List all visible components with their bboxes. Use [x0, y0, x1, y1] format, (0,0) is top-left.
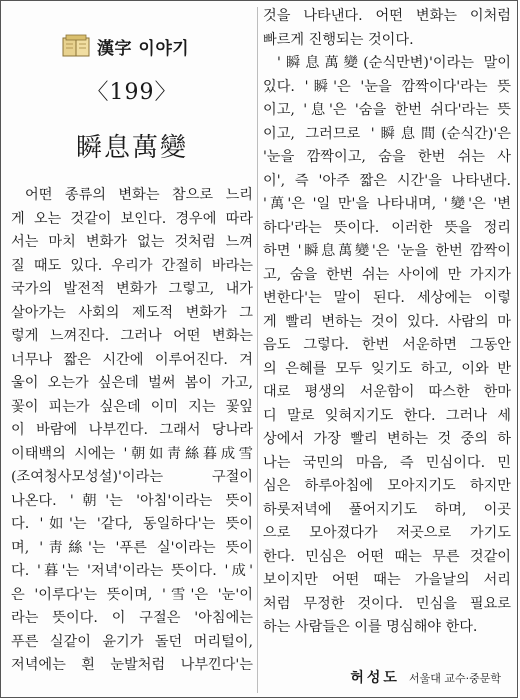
text-line: 변한다'는 말이 된다. 세상에는 이렇	[263, 290, 511, 306]
text-line: 어떤 종류의 변화는 참으로 느리	[25, 187, 253, 203]
text-line: 나온다. '朝'는 '아침'이라는 뜻이	[11, 492, 253, 509]
text-line: 으로 모아졌다가 저곳으로 가기도	[263, 525, 511, 541]
text-line: 하다'라는 뜻이다. 이러한 뜻을 정리	[263, 219, 511, 236]
text-line: 울이 오는가 싶은데 벌써 봄이 가고,	[11, 375, 253, 391]
right-column	[263, 1, 511, 697]
series-title: 漢字 이야기	[97, 38, 190, 59]
text-line: 다. '暮'는 '저녁'이라는 뜻이다. '成'	[11, 563, 253, 579]
text-line: 나는 국민의 마음, 즉 민심이다. 민	[263, 454, 511, 471]
author-affiliation: 서울대 교수·중문학	[408, 672, 501, 685]
text-line: 질 때도 있다. 우리가 간절히 바라는	[11, 257, 253, 274]
text-line: 이', 즉 '아주 짧은 시간'을 나타낸다.	[263, 172, 511, 189]
episode-number: 〈199〉	[86, 80, 178, 105]
text-line: 고, 숨을 한번 쉬는 사이에 만 가지가	[263, 266, 511, 283]
text-line: 꽃이 피는가 싶은데 이미 지는 꽃잎	[11, 398, 253, 415]
text-line: 디 말로 잊혀지기도 한다. 그러나 세	[263, 407, 511, 424]
text-line: 너무나 짧은 시간에 이루어진다. 겨	[11, 351, 253, 368]
text-line: '萬'은 '일 만'을 나타내며, '變'은 '변	[263, 196, 511, 212]
text-line: 며, '靑絲'는 '푸른 실'이라는 뜻이	[11, 539, 253, 556]
text-line: 의 은혜를 모두 잊기도 하고, 이와 반	[263, 360, 511, 377]
headline: 瞬息萬變	[75, 133, 188, 163]
text-line: 은 '이루다'는 뜻이며, '雪'은 '눈'이	[11, 586, 253, 603]
text-line: 상에서 가장 빨리 변하는 것 중의 하	[263, 431, 511, 447]
text-line: (조여청사모성설)'이라는 구절이	[11, 469, 253, 485]
text-line: 것을 나타낸다. 어떤 변화는 이처럼	[263, 8, 511, 24]
text-line: 푸른 실같이 윤기가 돌던 머리털이,	[11, 633, 253, 650]
text-line: 처럼 무정한 것이다. 민심을 필요로	[263, 595, 511, 612]
article-body-right	[263, 5, 511, 640]
book-icon	[61, 34, 91, 58]
text-line: 이 바람에 나부낀다. 그래서 당나라	[11, 422, 253, 438]
text-line: 이고, 그러므로 '瞬息間(순식간)'은	[263, 125, 511, 142]
text-line: 하룻저녁에 풀어지기도 하며, 이곳	[263, 501, 511, 518]
text-line: 렇게 느껴진다. 그러나 어떤 변화는	[11, 328, 253, 344]
text-line: 빠르게 진행되는 것이다.	[263, 31, 414, 48]
text-line: 하는 사람들은 이를 명심해야 한다.	[263, 619, 478, 635]
text-line: 게 빨리 변하는 것이 있다. 사람의 마	[263, 313, 511, 330]
author-name: 허성도	[350, 670, 400, 686]
text-line: '눈을 깜짝이고, 숨을 한번 쉬는 사	[263, 149, 511, 165]
series-header	[61, 31, 211, 61]
text-line: 심은 하루아침에 모아지기도 하지만	[263, 478, 511, 494]
left-column	[11, 1, 253, 697]
text-line: '瞬息萬變(순식만변)'이라는 말이	[277, 55, 511, 71]
text-line: 저녁에는 흰 눈발처럼 나부낀다'는	[11, 657, 253, 673]
column-divider	[257, 7, 258, 693]
text-line: 라는 뜻이다. 이 구절은 '아침에는	[11, 610, 253, 626]
text-line: 살아가는 사회의 제도적 변화가 그	[11, 304, 253, 321]
text-line: 음도 그렇다. 한번 서운하면 그동안	[263, 337, 511, 353]
text-line: 국가의 발전적 변화가 그렇고, 내가	[11, 281, 253, 297]
text-line: 게 오는 것같이 보인다. 경우에 따라	[11, 210, 253, 227]
text-line: 하면 '瞬息萬變'은 '눈을 한번 깜짝이	[263, 243, 511, 259]
text-line: 대로 평생의 서운함이 따스한 한마	[263, 384, 511, 400]
text-line: 한다. 민심은 어떤 때는 무른 것같이	[263, 548, 511, 565]
text-line: 다. '如'는 '같다, 동일하다'는 뜻이	[11, 516, 253, 532]
text-line: 서는 마치 변화가 없는 것처럼 느껴	[11, 234, 253, 250]
byline	[350, 667, 501, 687]
text-line: 이고, '息'은 '숨을 한번 쉬다'라는 뜻	[263, 102, 511, 118]
text-line: 보이지만 어떤 때는 가을날의 서리	[263, 572, 511, 588]
article-body-left	[11, 184, 253, 678]
text-line: 있다. '瞬'은 '눈을 깜짝이다'라는 뜻	[263, 78, 511, 95]
text-line: 이태백의 시에는 '朝如靑絲暮成雪	[11, 445, 253, 462]
